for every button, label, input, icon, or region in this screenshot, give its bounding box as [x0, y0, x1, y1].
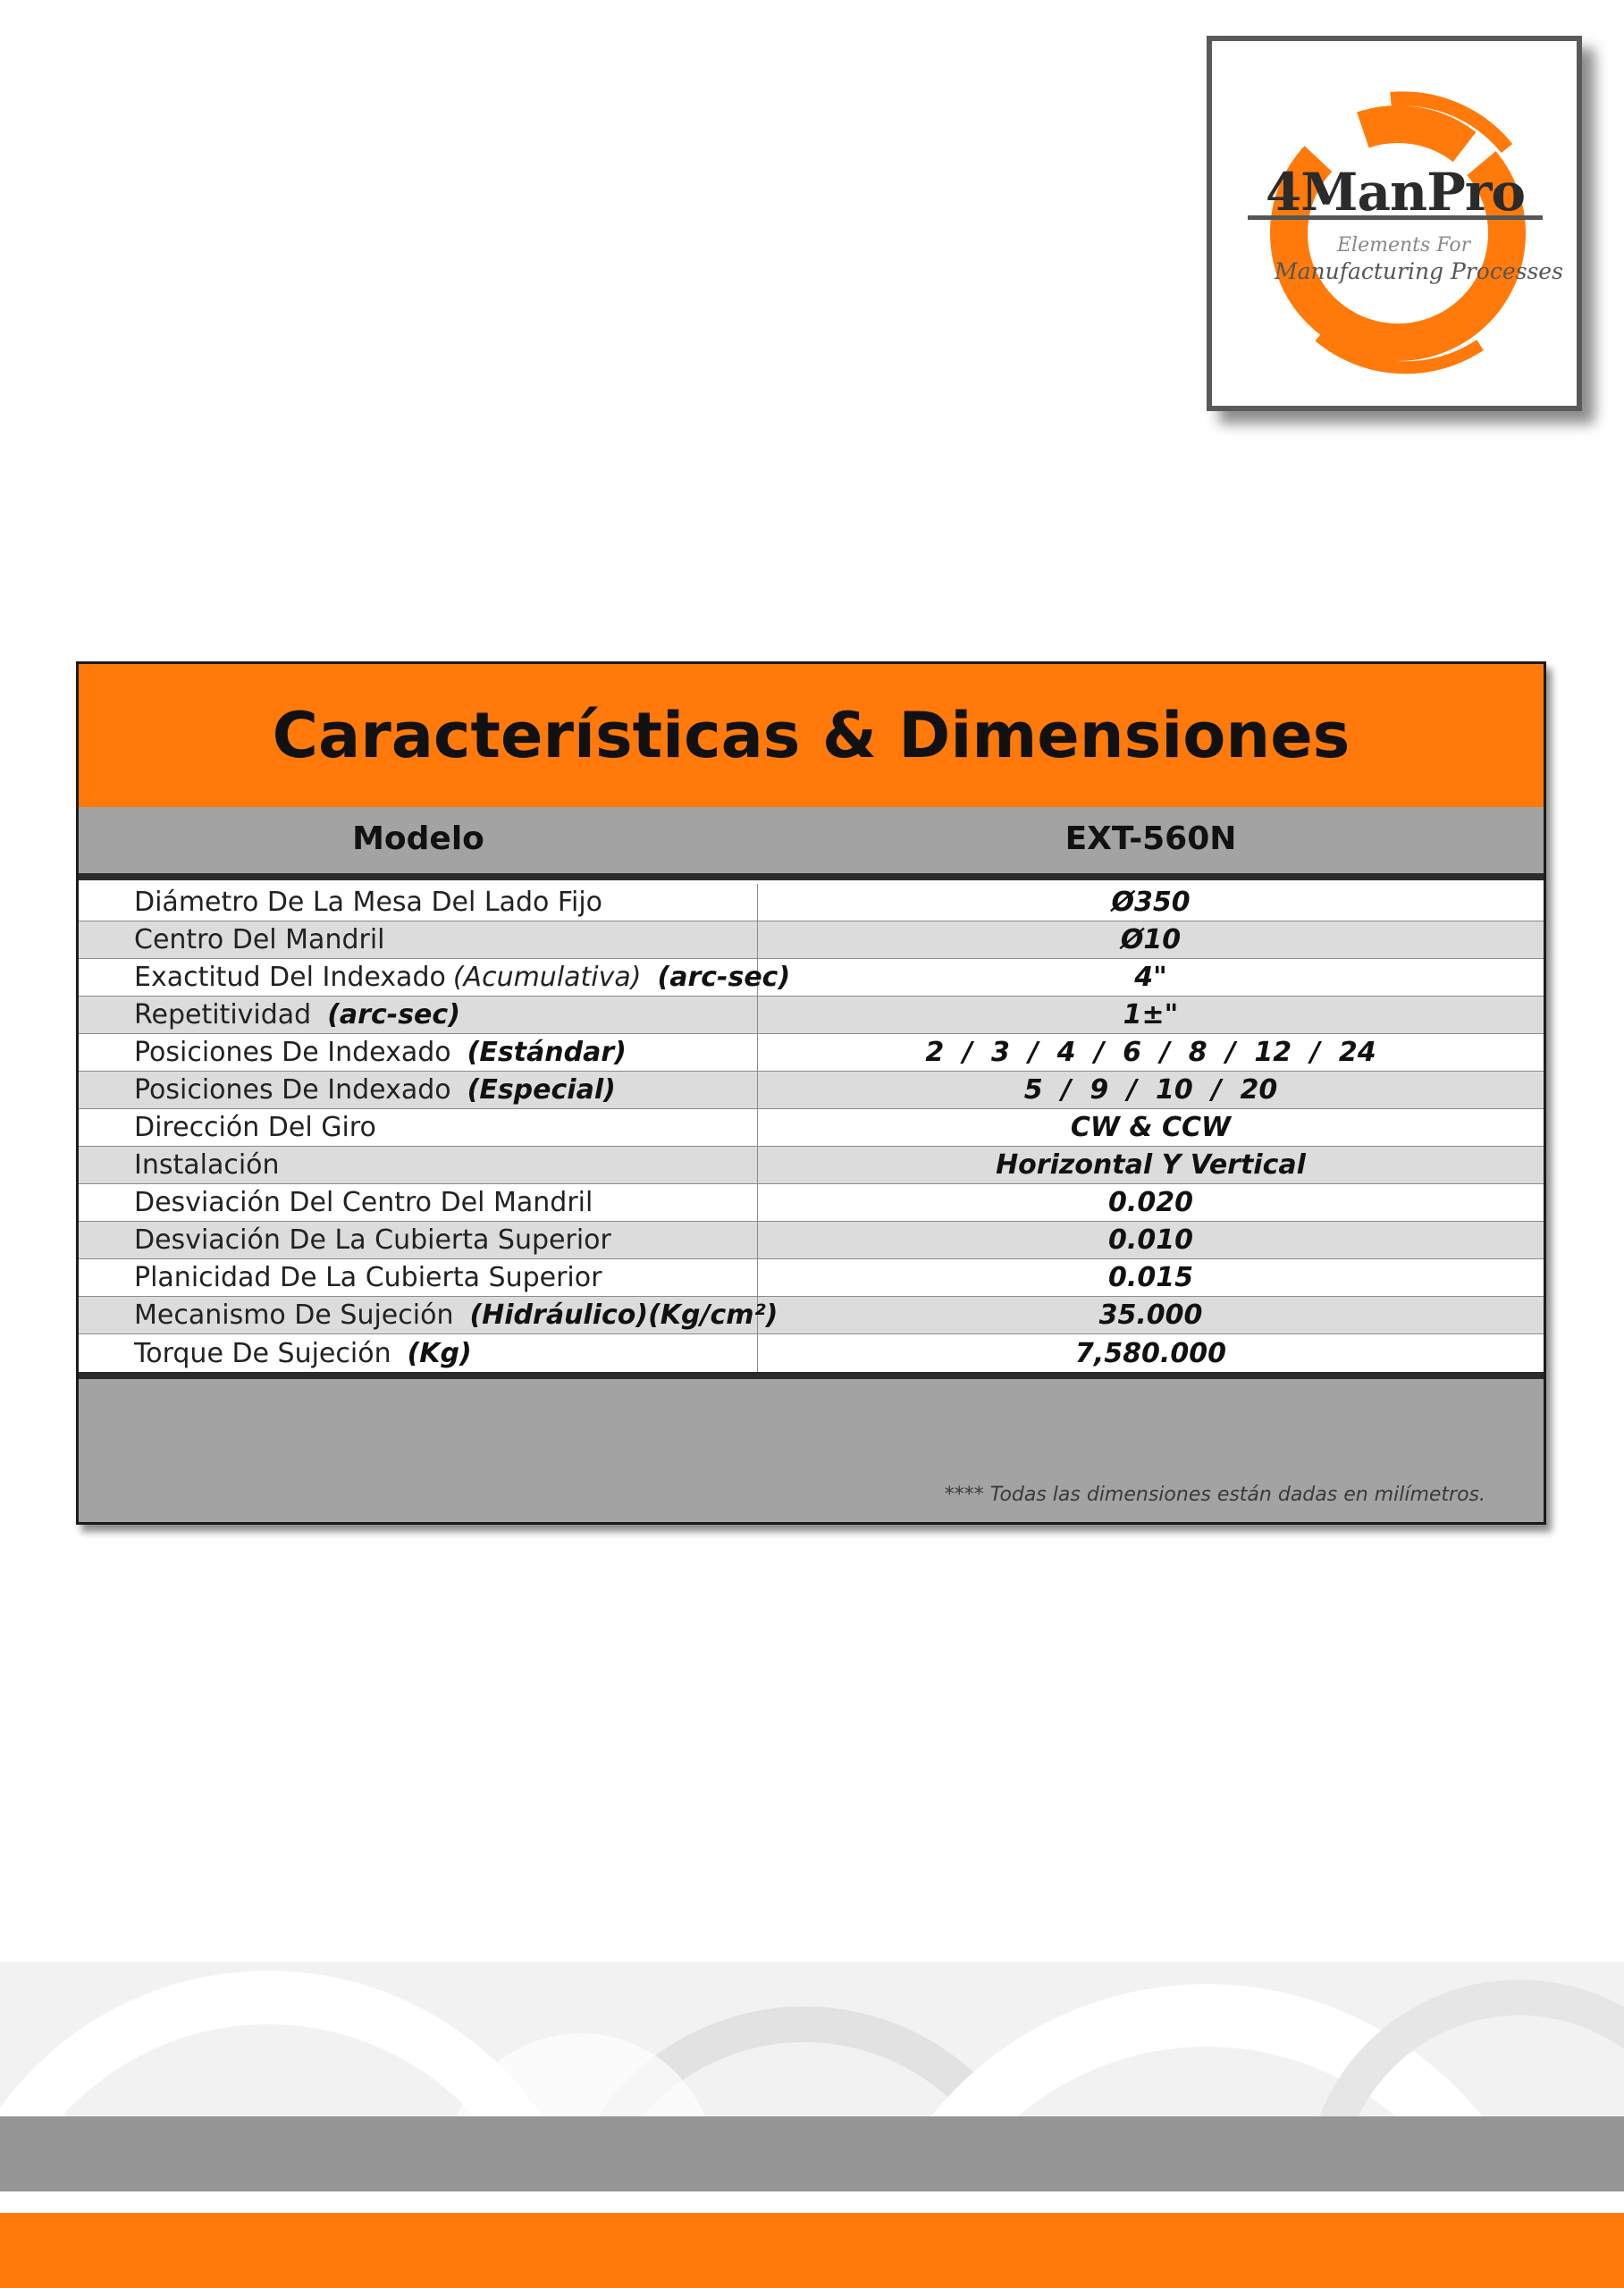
spec-row: [79, 1297, 1544, 1334]
spec-value: 0.010: [1108, 1224, 1193, 1256]
spec-unit: (arc-sec): [327, 999, 460, 1030]
logo-brand-text: 4ManPro: [1265, 162, 1526, 223]
spec-label: Desviación De La Cubierta Superior: [134, 1224, 611, 1256]
spec-value: 2 / 3 / 4 / 6 / 8 / 12 / 24: [925, 1037, 1376, 1068]
spec-label: Posiciones De Indexado: [134, 1074, 451, 1106]
spec-value: Ø350: [1111, 887, 1191, 918]
model-value: EXT-560N: [1064, 820, 1237, 857]
divider: [79, 873, 1544, 880]
spec-row: [79, 1034, 1544, 1072]
spec-value: CW & CCW: [1070, 1112, 1232, 1143]
spec-note: (Acumulativa): [452, 962, 642, 993]
footer-orange-band: [0, 2213, 1624, 2288]
spec-value: 4": [1134, 962, 1167, 993]
spec-value: 35.000: [1098, 1300, 1203, 1331]
spec-row: [79, 921, 1544, 959]
spec-label: Mecanismo De Sujeción: [134, 1300, 454, 1331]
spec-value: Horizontal Y Vertical: [996, 1149, 1306, 1181]
spec-row: [79, 959, 1544, 997]
spec-row: [79, 997, 1544, 1034]
spec-label: Dirección Del Giro: [134, 1112, 376, 1143]
spec-row: [79, 1334, 1544, 1372]
spec-label: Diámetro De La Mesa Del Lado Fijo: [134, 887, 603, 918]
spec-label: Desviación Del Centro Del Mandril: [134, 1187, 593, 1218]
model-header-row: [79, 807, 1544, 870]
spec-value: Ø10: [1120, 924, 1182, 955]
spec-unit: (Estándar): [467, 1037, 627, 1068]
spec-label: Planicidad De La Cubierta Superior: [134, 1262, 602, 1293]
spec-row: [79, 1072, 1544, 1109]
model-label: Modelo: [352, 820, 484, 857]
spec-rows: [79, 880, 1544, 1372]
decorative-rings-background: [0, 1962, 1624, 2118]
spec-title: Características & Dimensiones: [79, 664, 1544, 807]
spec-value: 0.015: [1108, 1262, 1193, 1293]
logo-ring-graphic: [1212, 41, 1577, 406]
logo-tagline-2: Manufacturing Processes: [1275, 258, 1563, 284]
spec-value: 5 / 9 / 10 / 20: [1023, 1074, 1278, 1106]
company-logo: [1207, 36, 1582, 411]
spec-label: Posiciones De Indexado: [134, 1037, 451, 1068]
spec-label: Centro Del Mandril: [134, 924, 385, 955]
spec-label: Instalación: [134, 1149, 280, 1181]
spec-unit: (Hidráulico)(Kg/cm²): [469, 1300, 778, 1331]
logo-tagline-1: Elements For: [1337, 234, 1471, 257]
spec-row: [79, 1147, 1544, 1184]
spec-unit: (Kg): [407, 1337, 472, 1369]
spec-row: [79, 1259, 1544, 1297]
divider: [79, 1372, 1544, 1379]
spec-value: 7,580.000: [1075, 1337, 1226, 1369]
spec-label: Torque De Sujeción: [134, 1337, 391, 1369]
spec-unit: (Especial): [467, 1074, 616, 1106]
footnote: **** Todas las dimensiones están dadas en milímetros.: [944, 1484, 1485, 1506]
spec-row: [79, 884, 1544, 921]
spec-row: [79, 1109, 1544, 1147]
spec-value: 1±": [1123, 999, 1179, 1030]
spec-label: Repetitividad: [134, 999, 312, 1030]
spec-value: 0.020: [1108, 1187, 1193, 1218]
spec-label: Exactitud Del Indexado: [134, 962, 446, 993]
spec-card: [76, 661, 1546, 1525]
spec-unit: (arc-sec): [657, 962, 791, 993]
footer-gray-band: [0, 2116, 1624, 2191]
spec-row: [79, 1222, 1544, 1259]
spec-row: [79, 1184, 1544, 1222]
